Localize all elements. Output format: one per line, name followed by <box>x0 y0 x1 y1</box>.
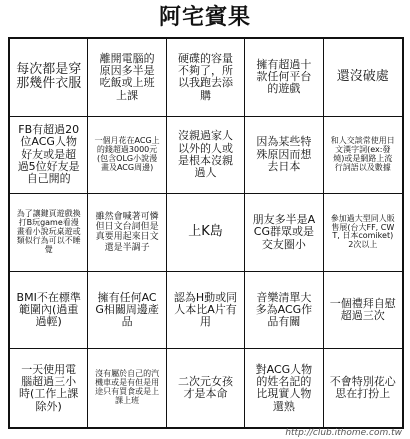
bingo-cell <box>324 272 402 350</box>
cell-text: 離開電腦的原因多半是吃飯或上班上課 <box>99 51 155 102</box>
bingo-cell <box>10 272 88 350</box>
bingo-cell <box>245 272 323 350</box>
bingo-board <box>8 37 404 429</box>
bingo-cell <box>245 194 323 272</box>
bingo-cell <box>245 117 323 195</box>
bingo-cell <box>245 349 323 427</box>
page-title: 阿宅賓果 <box>158 5 251 30</box>
cell-text: 上K島 <box>188 224 223 240</box>
cell-text: 沒親過家人以外的人或是根本沒親過人 <box>177 129 233 180</box>
bingo-cell <box>167 272 245 350</box>
cell-text: 因為某些特殊原因而想去日本 <box>256 135 312 174</box>
bingo-cell <box>88 349 166 427</box>
bingo-cell <box>167 39 245 117</box>
bingo-cell <box>167 117 245 195</box>
cell-text: 朋友多半是ACG群眾或是交友圈小 <box>252 213 316 251</box>
cell-text: 參加過大型同人販售展(台大FF, CWT, 日本comiket) 2次以上 <box>330 213 395 250</box>
cell-text: 二次元女孩才是本命 <box>177 374 233 401</box>
cell-text: 和人交談常使用日文漢字詞(ex:發燒)或是網路上流行詞語以及數據 <box>330 135 395 172</box>
bingo-cell <box>10 194 88 272</box>
cell-text: 雖然會喊著可憐但日文台詞但是真要用起來日文還是半調子 <box>95 212 159 253</box>
bingo-cell <box>88 39 166 117</box>
bingo-cell <box>324 117 402 195</box>
bingo-cell <box>10 39 88 117</box>
bingo-cell <box>324 349 402 427</box>
bingo-cell <box>88 272 166 350</box>
cell-text: 每次都是穿那幾件衣服 <box>16 61 82 92</box>
cell-text: 還沒破處 <box>336 69 389 85</box>
bingo-cell <box>88 194 166 272</box>
bingo-cell <box>10 117 88 195</box>
cell-text: 不會特別花心思在打扮上 <box>329 374 396 401</box>
cell-text: 一個禮拜自慰超過三次 <box>329 296 396 323</box>
cell-text: BMI不在標準範圍內(過重過輕) <box>16 290 81 329</box>
cell-text: 對ACG人物的姓名記的比現實人物還熟 <box>255 362 313 413</box>
cell-text: 一個月花在ACG上的錢超過3000元(包含OLG小說漫畫及ACG周邊) <box>94 135 160 172</box>
bingo-cell <box>167 349 245 427</box>
cell-text: FB有超過20位ACG人物好友或是超過5位好友是自己開的 <box>17 123 80 186</box>
bingo-cell <box>88 117 166 195</box>
cell-text: 擁有任何ACG相關周邊產品 <box>95 290 159 329</box>
cell-text: 擁有超過十款任何平台的遊戲 <box>256 57 312 96</box>
cell-text: 硬碟的容量不夠了，所以我跑去添購 <box>177 51 233 102</box>
bingo-cell <box>10 349 88 427</box>
bingo-cell <box>324 39 402 117</box>
cell-text: 為了讓鍵頁遊戲換打B玩game看漫畫看小說玩桌遊或類似行為可以不睡覺 <box>16 209 81 254</box>
bingo-cell <box>245 39 323 117</box>
bingo-cell <box>324 194 402 272</box>
watermark-url: http://club.ithome.com.tw <box>285 428 402 438</box>
bingo-cell <box>167 194 245 272</box>
cell-text: 沒有屬於自己的汽機車或是有但是用途只有買食或是上課上班 <box>95 369 160 406</box>
cell-text: 音樂清單大多為ACG作品有關 <box>255 290 313 329</box>
cell-text: 認為H動或同人本比A片有用 <box>173 290 238 329</box>
cell-text: 一天使用電腦超過三小時(工作上課除外) <box>19 362 79 413</box>
